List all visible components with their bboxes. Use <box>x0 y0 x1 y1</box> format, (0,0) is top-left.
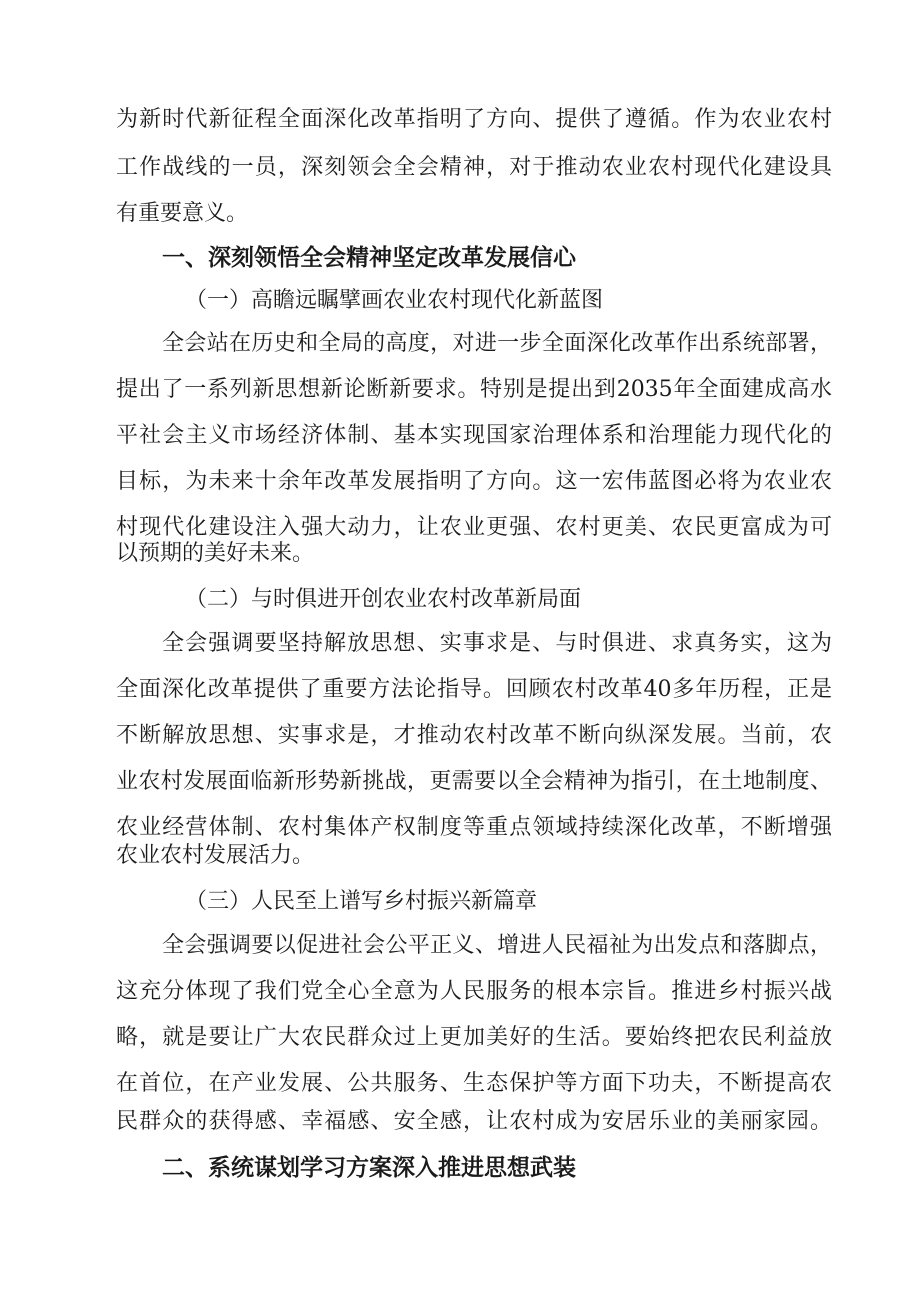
sub3-line-3: 略，就是要让广大农民群众过上更加美好的生活。要始终把农民利益放 <box>116 1025 832 1050</box>
sub3-line-4: 在首位，在产业发展、公共服务、生态保护等方面下功夫，不断提高农 <box>116 1071 832 1096</box>
intro-line-1: 为新时代新征程全面深化改革指明了方向、提供了遵循。作为农业农村 <box>116 107 832 132</box>
sub1-line-1: 全会站在历史和全局的高度，对进一步全面深化改革作出系统部署， <box>162 331 832 356</box>
sub2-line-1: 全会强调要坚持解放思想、实事求是、与时俱进、求真务实，这为 <box>162 631 832 656</box>
sub1-line-2: 提出了一系列新思想新论断新要求。特别是提出到2035年全面建成高水 <box>116 377 832 402</box>
section-1-heading: 一、深刻领悟全会精神坚定改革发展信心 <box>162 245 576 271</box>
sub3-line-2: 这充分体现了我们党全心全意为人民服务的根本宗旨。推进乡村振兴战 <box>116 979 832 1004</box>
subsection-1-title: （一）高瞻远瞩擘画农业农村现代化新蓝图 <box>185 288 604 313</box>
sub2-line-4: 业农村发展面临新形势新挑战，更需要以全会精神为指引，在土地制度、 <box>116 769 832 794</box>
subsection-3-title: （三）人民至上谱写乡村振兴新篇章 <box>185 889 538 914</box>
sub2-line-6: 农业农村发展活力。 <box>116 843 315 868</box>
sub1-line-5: 村现代化建设注入强大动力，让农业更强、农村更美、农民更富成为可 <box>116 515 832 540</box>
sub1-line-3: 平社会主义市场经济体制、基本实现国家治理体系和治理能力现代化的 <box>116 423 832 448</box>
intro-line-2: 工作战线的一员，深刻领会全会精神，对于推动农业农村现代化建设具 <box>116 155 832 180</box>
sub2-line-3: 不断解放思想、实事求是，才推动农村改革不断向纵深发展。当前，农 <box>116 723 832 748</box>
sub3-line-5: 民群众的获得感、幸福感、安全感，让农村成为安居乐业的美丽家园。 <box>116 1109 832 1134</box>
sub2-line-2: 全面深化改革提供了重要方法论指导。回顾农村改革40多年历程，正是 <box>116 677 832 702</box>
sub1-line-6: 以预期的美好未来。 <box>116 541 315 566</box>
sub1-line-4: 目标，为未来十余年改革发展指明了方向。这一宏伟蓝图必将为农业农 <box>116 469 832 494</box>
section-2-heading: 二、系统谋划学习方案深入推进思想武装 <box>162 1155 576 1181</box>
sub3-line-1: 全会强调要以促进社会公平正义、增进人民福祉为出发点和落脚点， <box>162 933 832 958</box>
subsection-2-title: （二）与时俱进开创农业农村改革新局面 <box>185 587 582 612</box>
sub2-line-5: 农业经营体制、农村集体产权制度等重点领域持续深化改革，不断增强 <box>116 815 832 840</box>
intro-line-3: 有重要意义。 <box>116 201 249 226</box>
